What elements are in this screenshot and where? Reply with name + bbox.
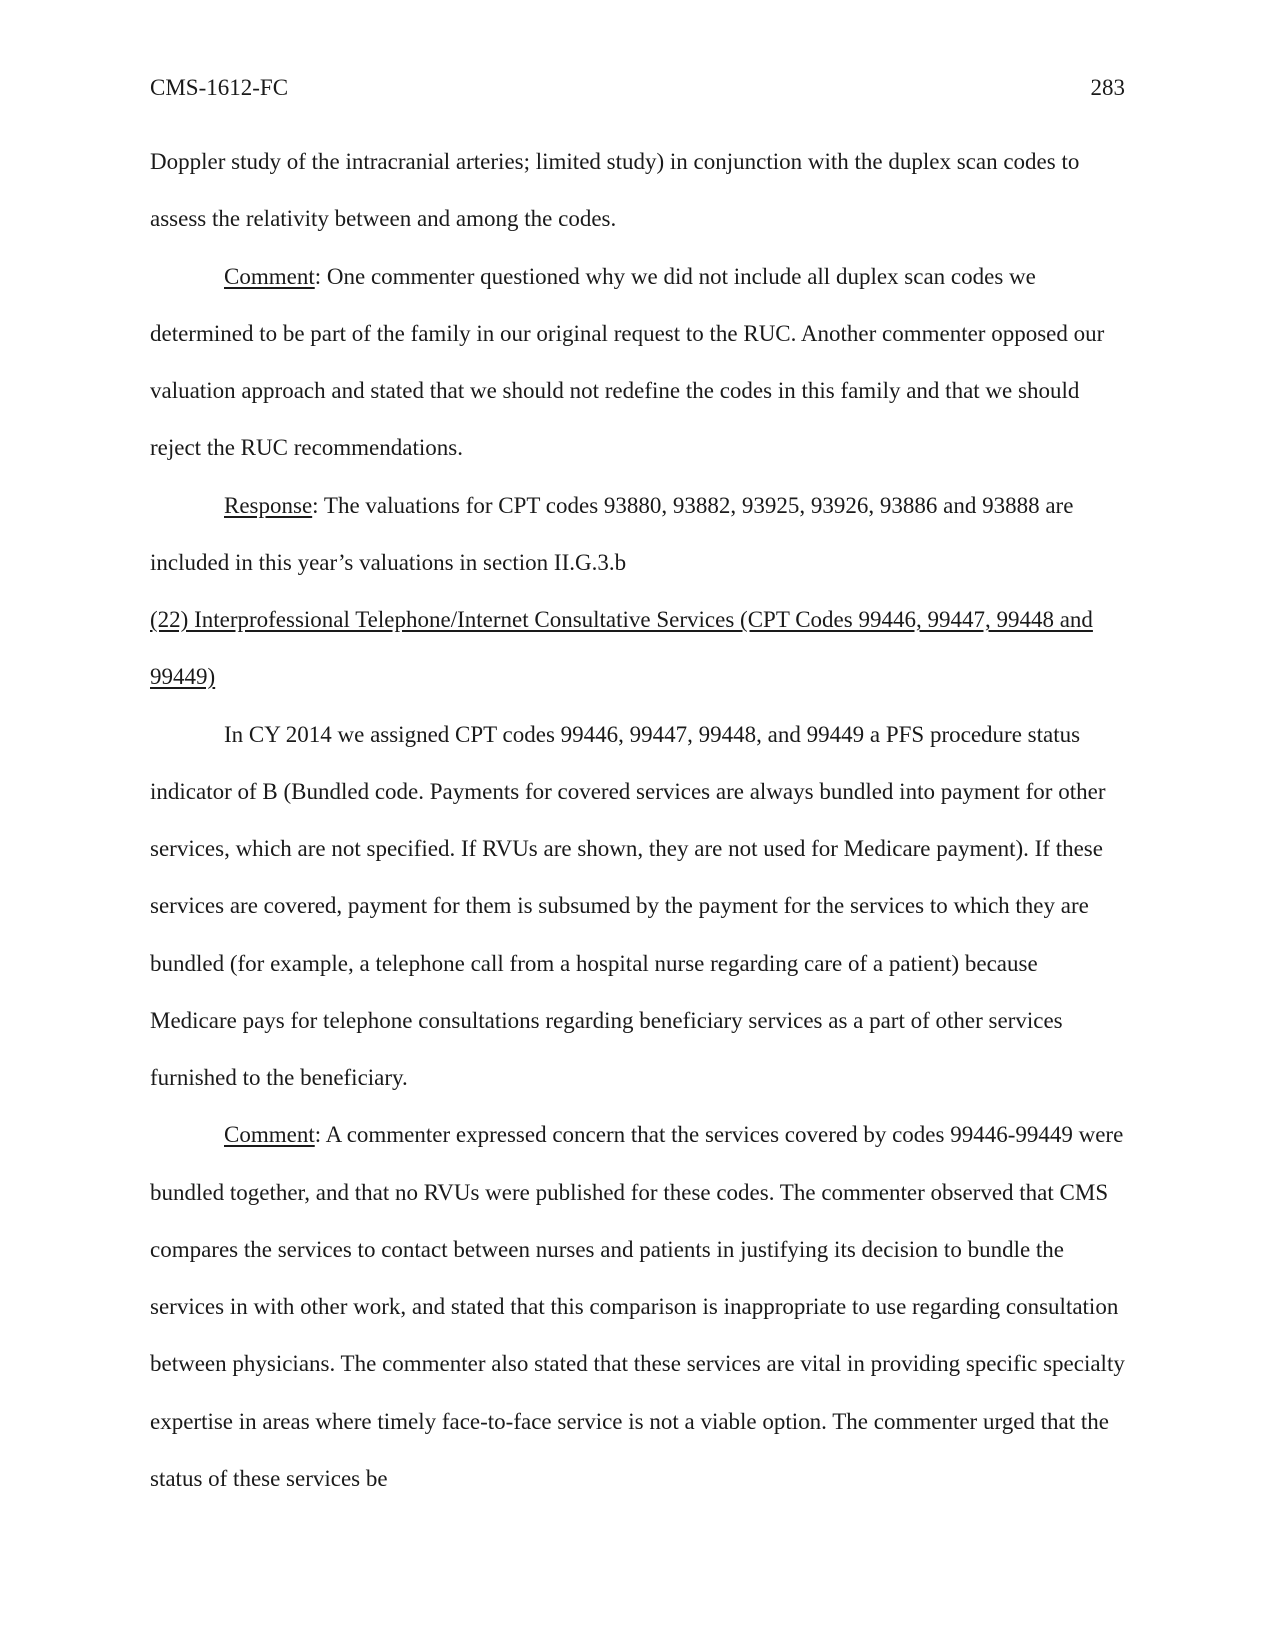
- paragraph-label: Comment: [224, 1122, 315, 1148]
- document-id: CMS-1612-FC: [150, 75, 289, 100]
- paragraph-continuation: [150, 133, 1126, 248]
- paragraph-comment: [150, 248, 1126, 477]
- paragraph-text: Doppler study of the intracranial arteries; limited study) in conjunction with the duplex scan codes to assess the relativity between and among the codes.: [150, 149, 1080, 232]
- paragraph-text: : The valuations for CPT codes 93880, 93882, 93925, 93926, 93886 and 93888 are included in this year’s valuations in section II.G.3.b: [150, 492, 1074, 575]
- document-body: [150, 133, 1126, 1507]
- section-heading: (22) Interprofessional Telephone/Internet Consultative Services (CPT Codes 99446, 99447, 99448 and 99449): [150, 607, 1093, 690]
- paragraph-text: In CY 2014 we assigned CPT codes 99446, 99447, 99448, and 99449 a PFS procedure status indicator of B (Bundled code. Payments for covered services are always bundled into payment for other services, which are not specified. If RVUs are shown, they are not used for Medicare payment). If these services are covered, payment for them is subsumed by the payment for the services to which they are bundled (for example, a telephone call from a hospital nurse regarding care of a patient) because Medicare pays for telephone consultations regarding beneficiary services as a part of other services furnished to the beneficiary.: [150, 721, 1106, 1090]
- paragraph-label: Response: [224, 492, 313, 518]
- paragraph-comment: [150, 1106, 1126, 1507]
- paragraph-text: : One commenter questioned why we did not include all duplex scan codes we determined to be part of the family in our original request to the RUC. Another commenter opposed our valuation approach and stated that we should not redefine the codes in this family and that we should reject the RUC recommendations.: [150, 263, 1105, 461]
- paragraph-body: [150, 706, 1126, 1107]
- paragraph-label: Comment: [224, 263, 315, 289]
- page-number: 283: [1090, 75, 1125, 100]
- paragraph-text: : A commenter expressed concern that the services covered by codes 99446-99449 were bundled together, and that no RVUs were published for these codes. The commenter observed that CMS compares the services to contact between nurses and patients in justifying its decision to bundle the services in with other work, and stated that this comparison is inappropriate to use regarding consultation between physicians. The commenter also stated that these services are vital in providing specific specialty expertise in areas where timely face-to-face service is not a viable option. The commenter urged that the status of these services be: [150, 1122, 1125, 1491]
- paragraph-response: [150, 477, 1126, 592]
